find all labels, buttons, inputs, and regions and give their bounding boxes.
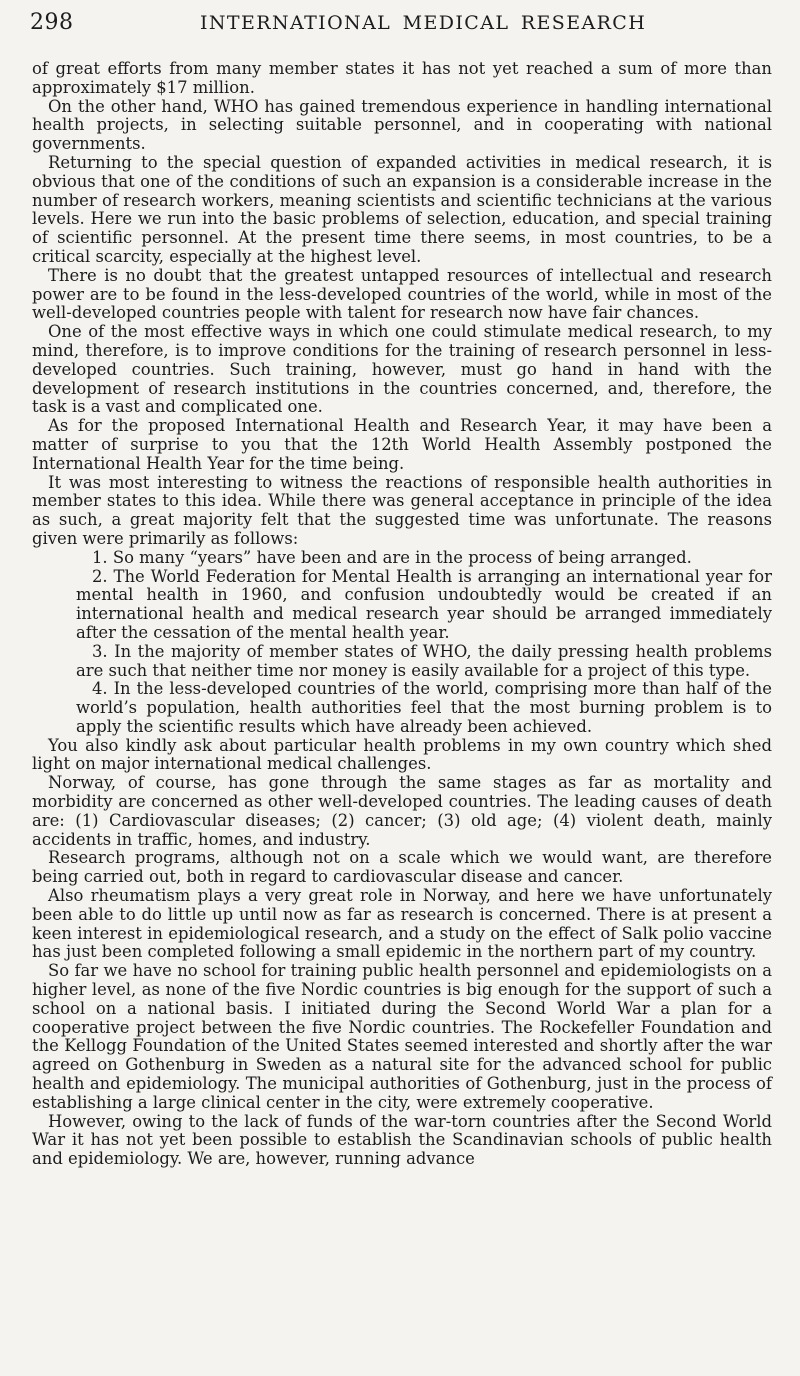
paragraph: So far we have no school for training public health personnel and epidemiologists on a higher level, as none of the five Nordic countries is big enough for the support of such a school on a national basis. I initiated during the Second World War a plan for a cooperative project between the five Nordic countries. The Rockefeller Foundation and the Kellogg Foundation of the United States seemed interested and shortly after the war agreed on Gothenburg in Sweden as a natural site for the advanced school for public health and epidemiology. The municipal authorities of Gothenburg, just in the process of establishing a large clinical center in the city, were extremely cooperative. [32,961,772,1112]
paragraph: Norway, of course, has gone through the same stages as far as mortality and morbidity are concerned as other well-developed countries. The leading causes of death are: (1) Cardiovascular diseases; (2) cancer; (3) old age; (4) violent death, mainly accidents in traffic, homes, and industry. [32,773,772,849]
body-text [32,60,772,1169]
paragraph: However, owing to the lack of funds of the war-torn countries after the Second World War it has not yet been possible to establish the Scandinavian schools of public health and epidemiology. We are, however, running advance [32,1111,772,1169]
paragraph: One of the most effective ways in which one could stimulate medical research, to my mind, therefore, is to improve conditions for the training of research personnel in less-developed countries. Such training, however, must go hand in hand with the development of research institutions in the countries concerned, and, therefore, the task is a vast and complicated one. [32,322,772,417]
paragraph: There is no doubt that the greatest untapped resources of intellectual and research power are to be found in the less-developed countries of the world, while in most of the well-developed countries people with talent for research now have fair chances. [32,265,772,323]
paragraph: Also rheumatism plays a very great role in Norway, and here we have unfortunately been able to do little up until now as far as research is concerned. There is at present a keen interest in epidemiological research, and a study on the effect of Salk polio vaccine has just been completed following a small epidemic in the northern part of my country. [32,886,772,962]
page-number: 298 [30,10,74,35]
list-item: 4. In the less-developed countries of the world, comprising more than half of the world’s population, health authorities feel that the most burning problem is to apply the scientific results which have already been achieved. [76,679,772,736]
paragraph: of great efforts from many member states it has not yet reached a sum of more than approximately $17 million. [32,59,772,97]
paragraph: Returning to the special question of expanded activities in medical research, it is obvious that one of the conditions of such an expansion is a considerable increase in the number of research workers, meaning scientists and scientific technicians at the various levels. Here we run into the basic problems of selection, education, and special training of scientific personnel. At the present time there seems, in most countries, to be a critical scarcity, especially at the highest level. [32,152,772,266]
list-item: 3. In the majority of member states of WHO, the daily pressing health problems are such that neither time nor money is easily available for a project of this type. [76,641,772,680]
running-head [30,10,770,46]
list-item: 1. So many “years” have been and are in the process of being arranged. [92,547,692,567]
paragraph: On the other hand, WHO has gained tremendous experience in handling international health projects, in selecting suitable personnel, and in cooperating with national governments. [32,96,772,154]
paragraph: You also kindly ask about particular health problems in my own country which shed light on major international medical challenges. [32,735,772,774]
paragraph: Research programs, although not on a scale which we would want, are therefore being carried out, both in regard to cardiovascular disease and cancer. [32,848,772,887]
journal-title: INTERNATIONAL MEDICAL RESEARCH [200,12,647,34]
paragraph: It was most interesting to witness the reactions of responsible health authorities in member states to this idea. While there was general acceptance in principle of the idea as such, a great majority felt that the suggested time was unfortunate. The reasons given were primarily as follows: [32,472,772,548]
paragraph: As for the proposed International Health and Research Year, it may have been a matter of surprise to you that the 12th World Health Assembly postponed the International Health Year for the time being. [32,416,772,473]
list-item: 2. The World Federation for Mental Health is arranging an international year for mental health in 1960, and confusion undoubtedly would be created if an international health and medical research year should be arranged immediately after the cessation of the mental health year. [76,566,772,642]
